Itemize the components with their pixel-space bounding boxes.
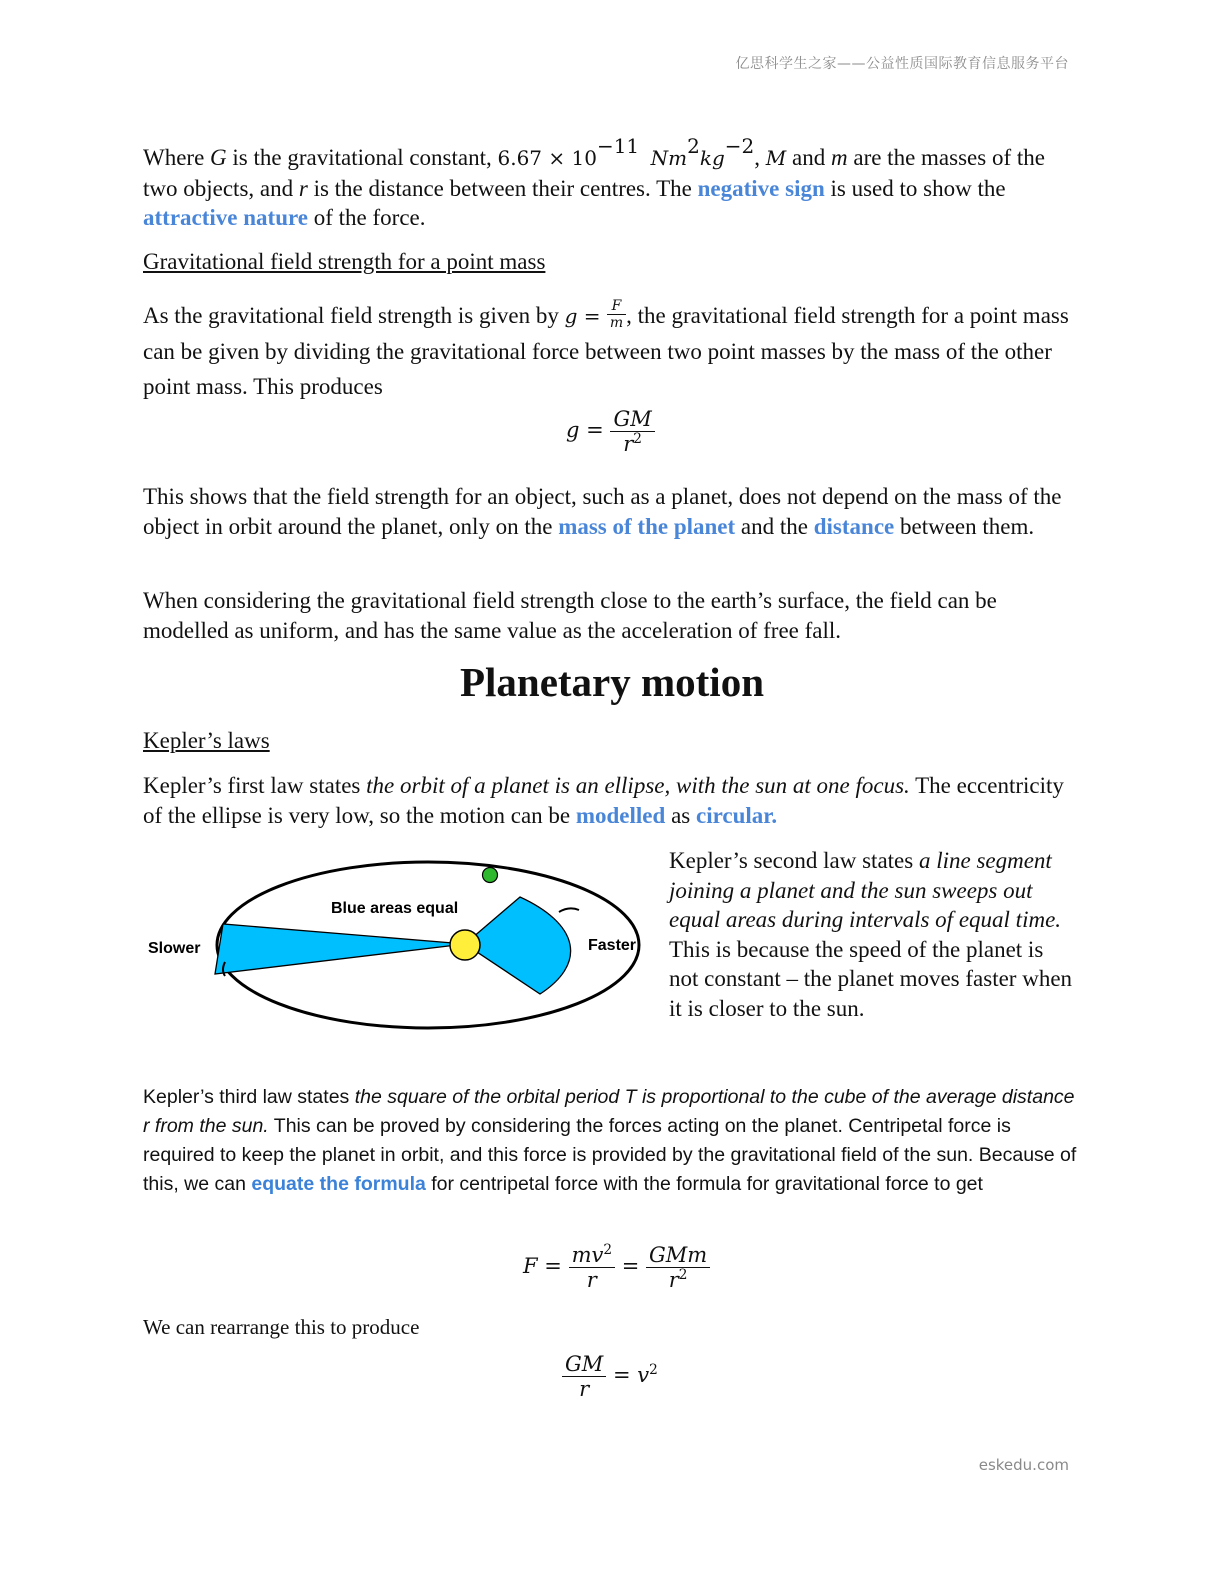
paragraph-field-strength-independence: This shows that the field strength for an object, such as a planet, does not depend on the mass of the object in orbit around the planet, only on the mass of the planet and the distance between them. [143,484,1062,539]
label-blue-areas-equal: Blue areas equal [331,900,459,917]
paragraph-kepler-first-law: Kepler’s first law states the orbit of a planet is an ellipse, with the sun at one focus. The eccentricity of the ellipse is very low, so the motion can be modelled as circular. [143,773,1064,828]
label-slower: Slower [148,940,201,957]
paragraph-kepler-second-law: Kepler’s second law states a line segment joining a planet and the sun sweeps out equal areas during intervals of equal time. This is because the speed of the planet is not constant – the planet moves faster when it is closer to the sun. [669,848,1073,1021]
highlight-mass-of-planet: mass of the planet [558,513,736,539]
paragraph-gravitational-constant: Where G is the gravitational constant, $6.67 \times 10^{-11}$ $Nm^2kg^{-2}$, M and m are the masses of the two objects, and r is the distance between their centres. The negative sign is used to show the attractive nature of the force. [143,134,1045,230]
highlight-equate-formula: equate the formula [251,1173,426,1195]
highlight-distance: distance [813,513,895,539]
paragraph-uniform-field: When considering the gravitational field strength close to the earth’s surface, the field can be modelled as uniform, and has the same value as the acceleration of free fall. [143,588,997,643]
highlight-modelled: modelled [575,802,666,828]
highlight-attractive-nature: attractive nature [143,205,308,230]
planet-icon [483,868,498,883]
fraction-f-over-m: $\frac{F}{m}$ [607,298,626,331]
paragraph-rearrange: We can rearrange this to produce [143,1315,420,1339]
kepler-second-law-diagram [143,858,653,1038]
highlight-circular: circular. [695,802,778,828]
footer-site: eskedu.com [978,1456,1069,1474]
equation-g-gm-r2: g = $\frac{GM}{r^2}$ [566,407,655,456]
highlight-negative-sign: negative sign [697,175,825,201]
sun-icon [450,930,480,960]
label-faster: Faster [588,937,637,954]
equation-centripetal-gravitational: F = $\frac{mv^2}{r}$ = $\frac{\text{GMm}}{r^2}$ [523,1243,710,1292]
paragraph-kepler-third-law: Kepler’s third law states the square of the orbital period T is proportional to the cube of the average distance r from the sun. This can be proved by considering the forces acting on the planet. Centripetal force is required to keep the planet in orbit, and this force is provided by the gravitational field of the sun. Because of this, we can equate the formula for centripetal force with the formula for gravitational force to get [143,1086,1077,1195]
heading-field-strength-point-mass: Gravitational field strength for a point mass [143,249,546,274]
section-title-planetary-motion: Planetary motion [459,659,765,705]
header-watermark: 亿思科学生之家——公益性质国际教育信息服务平台 [735,56,1069,72]
equation-gm-r-v2: $\frac{GM}{r}$ = $v^2$ [562,1352,658,1401]
heading-keplers-laws: Kepler’s laws [143,728,270,753]
paragraph-field-strength: As the gravitational field strength is given by g = $\frac{F}{m}$ , the gravitational field strength for a point mass can be given by dividing the gravitational force between two point masses by the mass of the other point mass. This produces [143,298,1069,399]
